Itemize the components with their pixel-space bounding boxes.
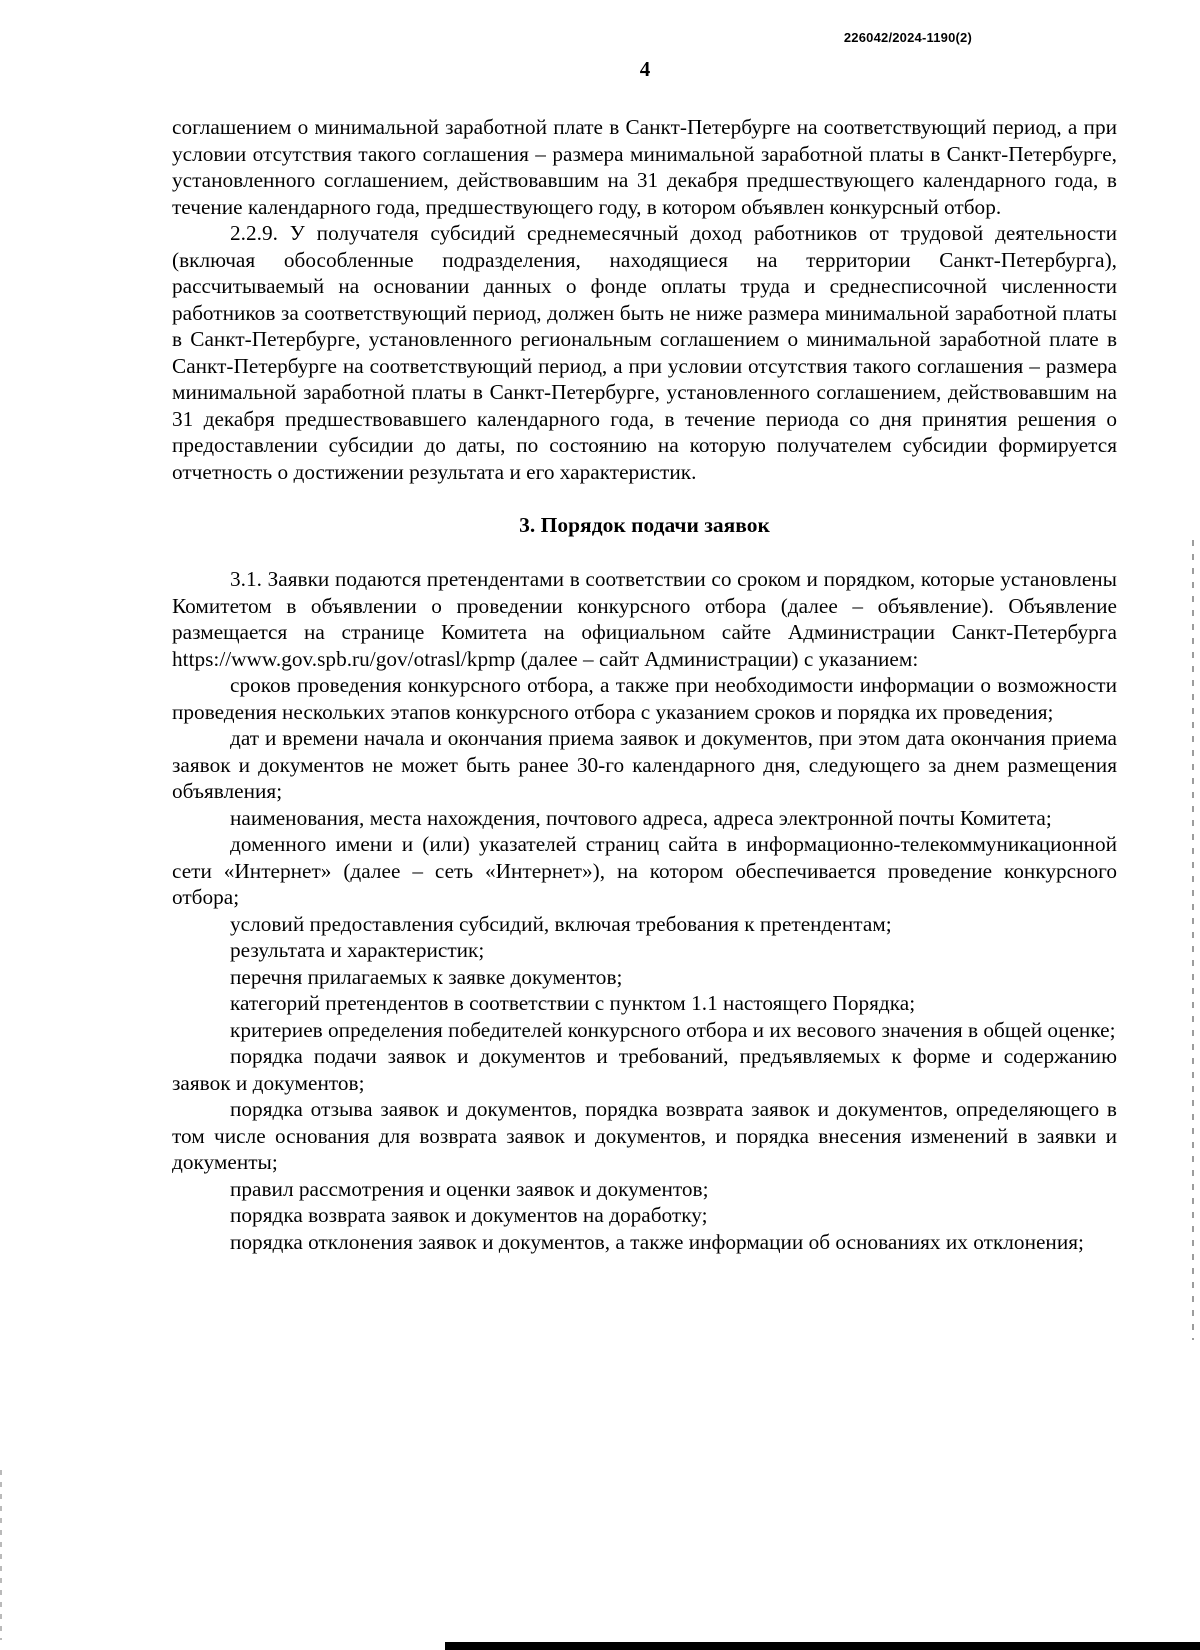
list-item: правил рассмотрения и оценки заявок и документов; <box>230 1176 709 1201</box>
list-item: порядка подачи заявок и документов и требований, предъявляемых к форме и содержанию заявок и документов; <box>172 1044 1117 1095</box>
scan-artifact-right-edge <box>1192 540 1194 1340</box>
page-number: 4 <box>639 57 651 81</box>
list-item: сроков проведения конкурсного отбора, а также при необходимости информации о возможности проведения нескольких этапов конкурсного отбора с указанием сроков и порядка их проведения; <box>172 673 1117 724</box>
list-item: порядка отклонения заявок и документов, а также информации об основаниях их отклонения; <box>230 1229 1084 1254</box>
list-item: критериев определения победителей конкурсного отбора и их весового значения в общей оценке; <box>230 1017 1116 1042</box>
list-item: перечня прилагаемых к заявке документов; <box>230 964 623 989</box>
paragraph-continuation: соглашением о минимальной заработной плате в Санкт-Петербурге на соответствующий период, а при условии отсутствия такого соглашения – размера минимальной заработной платы в Санкт-Петербурге, установленного соглашением, действовавшим на 31 декабря предшествующего календарного года, в течение календарного года, предшествующего году, в котором объявлен конкурсный отбор. <box>172 115 1117 219</box>
paragraph-3-1: 3.1. Заявки подаются претендентами в соответствии со сроком и порядком, которые установлены Комитетом в объявлении о проведении конкурсного отбора (далее – объявление). Объявление размещается на странице Комитета на официальном сайте Администрации Санкт-Петербурга https://www.gov.spb.ru/gov/otrasl/kpmp (далее – сайт Администрации) с указанием: <box>172 567 1117 671</box>
document-body <box>172 114 1117 1255</box>
list-item: наименования, места нахождения, почтового адреса, адреса электронной почты Комитета; <box>230 805 1052 830</box>
scan-artifact-bottom-bar <box>445 1642 1200 1650</box>
list-item: результата и характеристик; <box>230 938 485 962</box>
document-registration-number: 226042/2024-1190(2) <box>843 30 972 45</box>
list-item: порядка отзыва заявок и документов, порядка возврата заявок и документов, определяющего в том числе основания для возврата заявок и документов, и порядка внесения изменений в заявки и документы; <box>172 1097 1117 1174</box>
paragraph-2-2-9: 2.2.9. У получателя субсидий среднемесячный доход работников от трудовой деятельности (включая обособленные подразделения, находящиеся на территории Санкт-Петербурга), рассчитываемый на основании данных о фонде оплаты труда и среднесписочной численности работников за соответствующий период, должен быть не ниже размера минимальной заработной платы в Санкт-Петербурге, установленного региональным соглашением о минимальной заработной плате в Санкт-Петербурге на соответствующий период, а при условии отсутствия такого соглашения – размера минимальной заработной платы в Санкт-Петербурге, установленного соглашением, действовавшим на 31 декабря предшествовавшего календарного года, в течение периода со дня принятия решения о предоставлении субсидии до даты, по состоянию на которую получателем субсидии формируется отчетность о достижении результата и его характеристик. <box>172 221 1117 484</box>
scan-artifact-left-edge <box>0 1470 2 1640</box>
list-item: доменного имени и (или) указателей страниц сайта в информационно-телекоммуникационной сети «Интернет» (далее – сеть «Интернет»), на котором обеспечивается проведение конкурсного отбора; <box>172 832 1117 909</box>
section-heading: 3. Порядок подачи заявок <box>519 513 770 537</box>
list-item: порядка возврата заявок и документов на доработку; <box>230 1203 708 1227</box>
list-item: категорий претендентов в соответствии с пунктом 1.1 настоящего Порядка; <box>230 991 916 1015</box>
list-item: дат и времени начала и окончания приема заявок и документов, при этом дата окончания приема заявок и документов не может быть ранее 30-го календарного дня, следующего за днем размещения объявления; <box>172 726 1117 803</box>
list-item: условий предоставления субсидий, включая требования к претендентам; <box>230 911 892 936</box>
